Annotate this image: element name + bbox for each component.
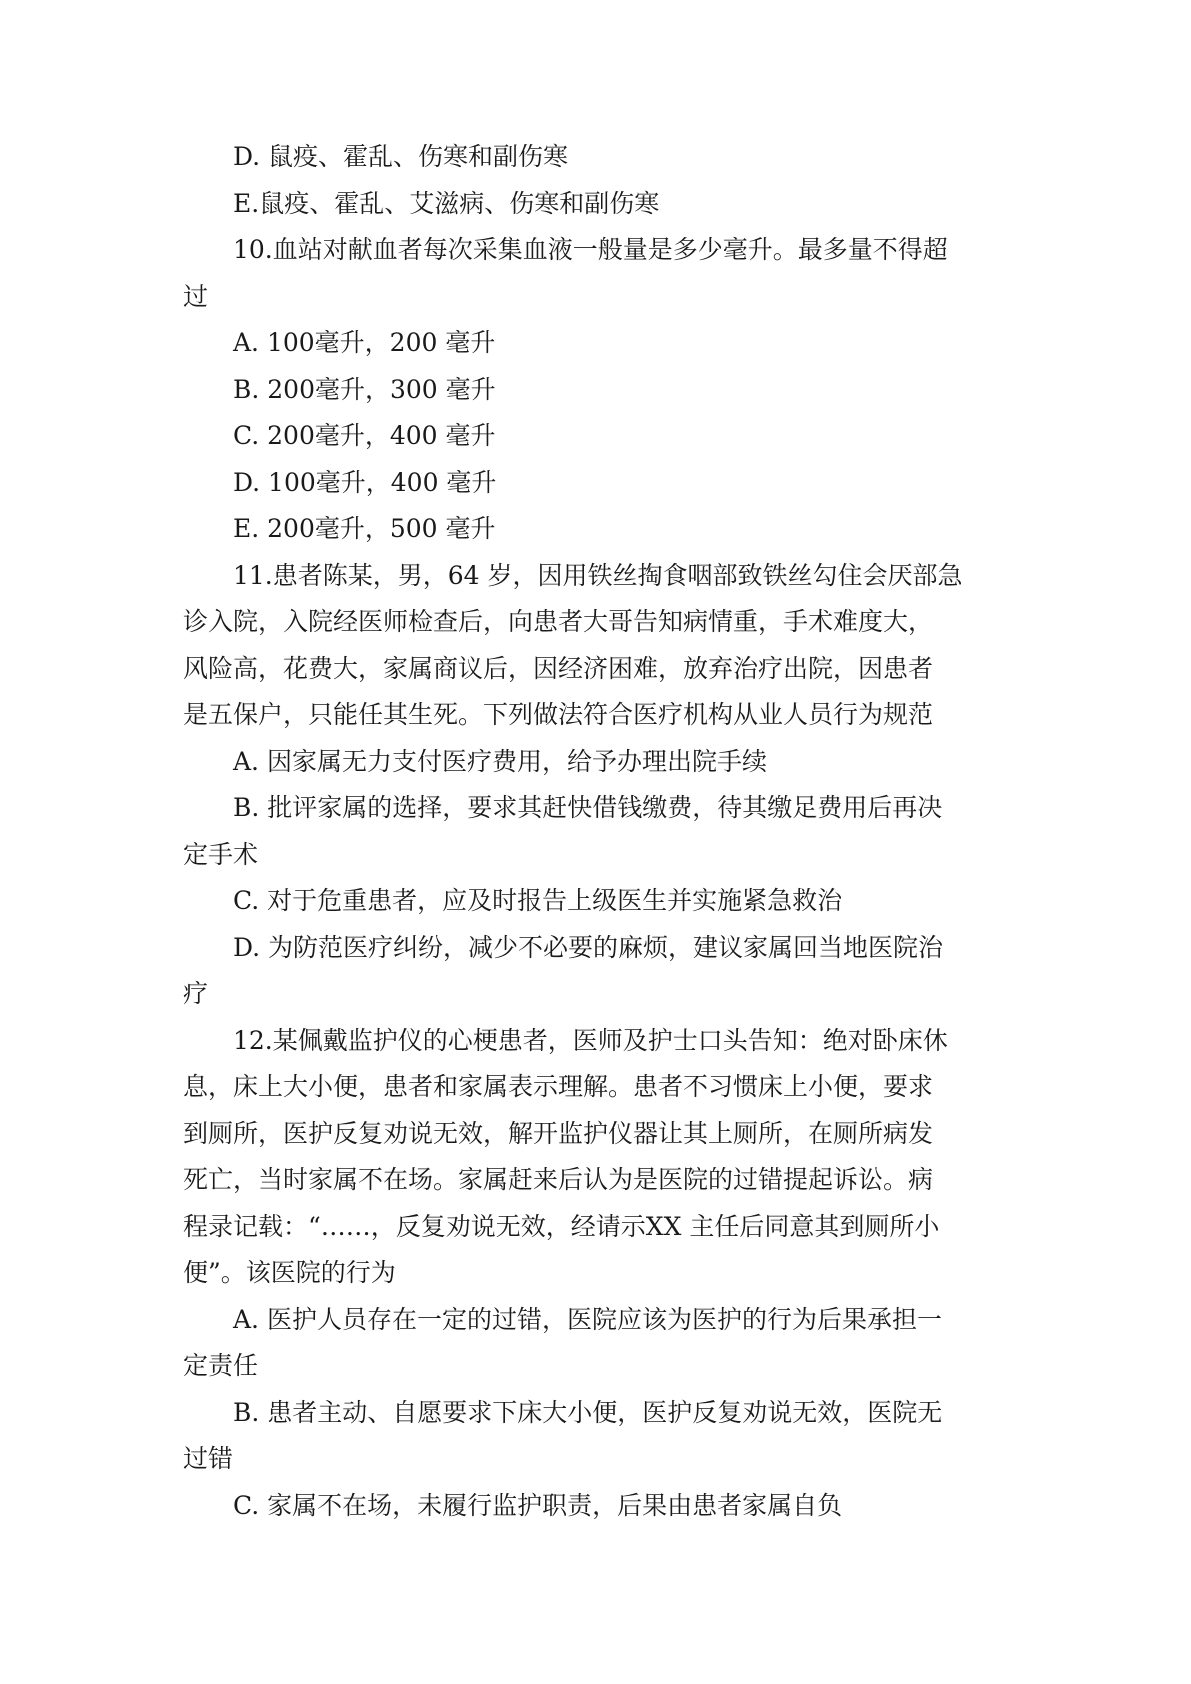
text-line: 便”。该医院的行为 [183,1258,396,1287]
text-line: 风险高，花费大，家属商议后，因经济困难，放弃治疗出院，因患者 [183,653,934,683]
text-line: E.鼠疫、霍乱、艾滋病、伤寒和副伤寒 [233,188,660,218]
text-line: 10.血站对献血者每次采集血液一般量是多少毫升。最多量不得超 [233,235,948,264]
text-line: 过错 [183,1444,234,1473]
text-line: 疗 [183,979,209,1008]
text-line: D. 100毫升，400 毫升 [233,467,497,497]
text-line: D. 为防范医疗纠纷，减少不必要的麻烦，建议家属回当地医院治 [233,932,944,962]
text-line: D. 鼠疫、霍乱、伤寒和副伤寒 [233,142,569,171]
text-line: 过 [183,281,209,311]
text-line: 是五保户，只能任其生死。下列做法符合医疗机构从业人员行为规范 [183,700,934,729]
text-line: A. 因家属无力支付医疗费用，给予办理出院手续 [233,746,767,776]
text-line: A. 100毫升，200 毫升 [233,328,496,357]
document-body [183,134,1013,1529]
text-line: C. 200毫升，400 毫升 [233,421,496,450]
text-line: B. 批评家属的选择，要求其赶快借钱缴费，待其缴足费用后再决 [233,793,943,822]
text-line: 11.患者陈某，男，64 岁，因用铁丝掏食咽部致铁丝勾住会厌部急 [233,560,963,590]
text-line: 程录记载：“……，反复劝说无效，经请示XX 主任后同意其到厕所小 [183,1211,940,1241]
text-line: C. 家属不在场，未履行监护职责，后果由患者家属自负 [233,1490,843,1520]
text-line: 息，床上大小便，患者和家属表示理解。患者不习惯床上小便，要求 [183,1072,934,1101]
text-line: A. 医护人员存在一定的过错，医院应该为医护的行为后果承担一 [233,1304,942,1334]
text-line: 12.某佩戴监护仪的心梗患者，医师及护士口头告知：绝对卧床休 [233,1025,948,1055]
text-line: 到厕所，医护反复劝说无效，解开监护仪器让其上厕所，在厕所病发 [183,1118,934,1148]
text-line: 死亡，当时家属不在场。家属赶来后认为是医院的过错提起诉讼。病 [183,1165,934,1194]
text-line: B. 患者主动、自愿要求下床大小便，医护反复劝说无效，医院无 [233,1397,943,1427]
text-line: 诊入院，入院经医师检查后，向患者大哥告知病情重，手术难度大， [183,607,934,636]
text-line: B. 200毫升，300 毫升 [233,374,496,404]
text-line: 定手术 [183,839,259,869]
text-line: E. 200毫升，500 毫升 [233,514,496,543]
text-line: C. 对于危重患者，应及时报告上级医生并实施紧急救治 [233,886,843,915]
text-line: 定责任 [183,1351,259,1380]
